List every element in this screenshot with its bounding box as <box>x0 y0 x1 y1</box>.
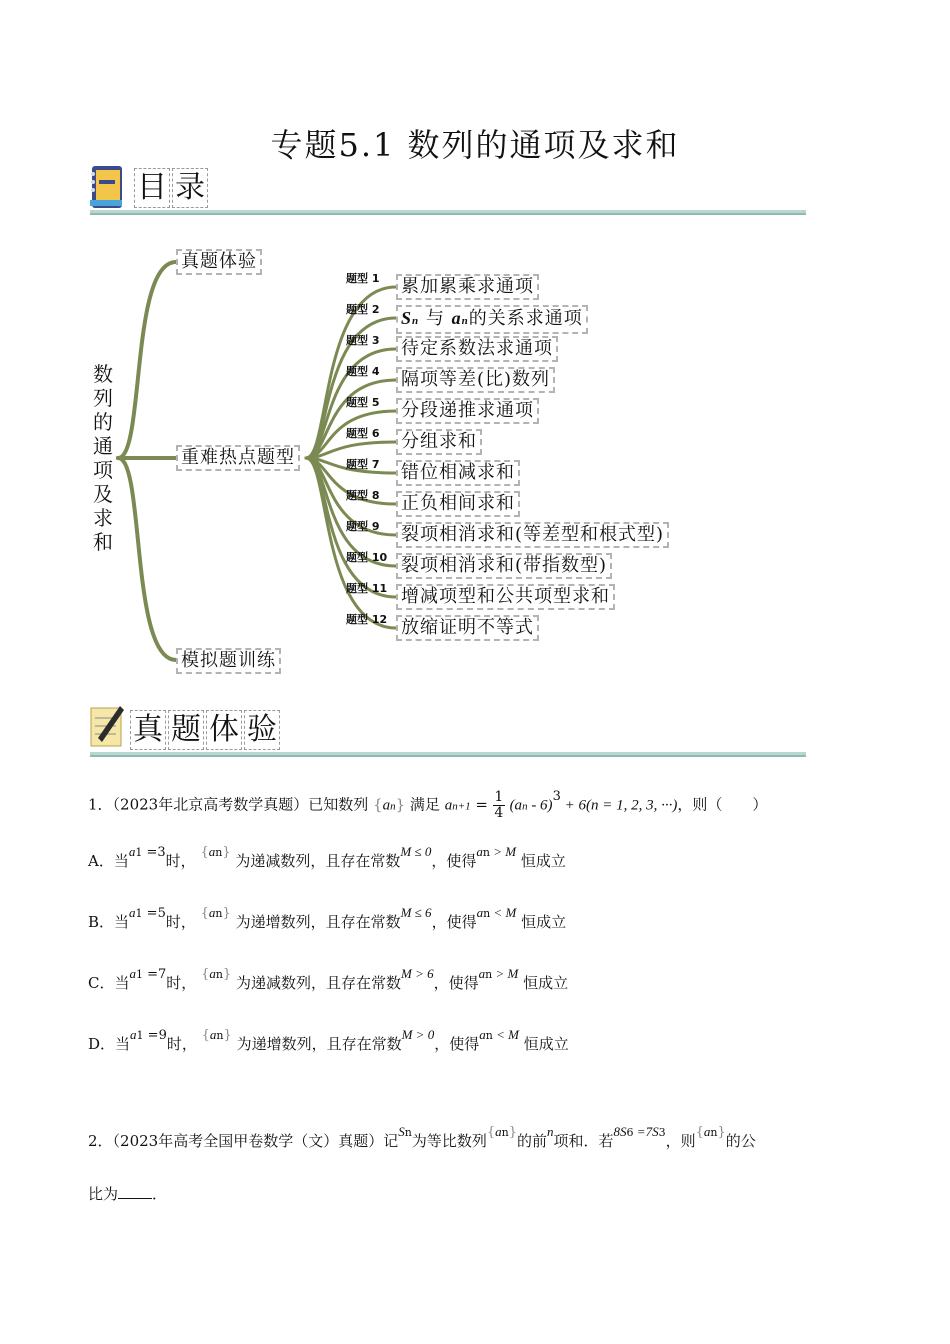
type-tag: 题型 12 <box>346 613 388 626</box>
type-tag: 题型 2 <box>346 303 380 316</box>
branch-mock-training[interactable]: 模拟题训练 <box>176 648 281 674</box>
fraction: $\frac{1}{4}$ <box>494 789 504 821</box>
section-rule <box>90 752 806 757</box>
type-item[interactable]: 裂项相消求和(带指数型) <box>396 553 612 579</box>
type-tag: 题型 8 <box>346 489 380 502</box>
type-tag: 题型 1 <box>346 272 380 285</box>
type-item[interactable]: 放缩证明不等式 <box>396 615 539 641</box>
type-tag: 题型 7 <box>346 458 380 471</box>
branch-real-exam[interactable]: 真题体验 <box>176 249 262 275</box>
type-item[interactable]: 正负相间求和 <box>396 491 520 517</box>
section-heading <box>88 702 126 752</box>
type-tag: 题型 9 <box>346 520 380 533</box>
section-heading-text: 真 题 体 验 <box>130 710 280 750</box>
type-item[interactable]: 累加累乘求通项 <box>396 274 539 300</box>
answer-blank[interactable] <box>118 1198 152 1199</box>
question-2-line2: 比为 ． <box>88 1185 168 1203</box>
type-tag: 题型 10 <box>346 551 388 564</box>
type-item[interactable]: 隔项等差(比)数列 <box>396 367 555 393</box>
type-item[interactable]: 增减项型和公共项型求和 <box>396 584 615 610</box>
type-item[interactable]: 待定系数法求通项 <box>396 336 558 362</box>
toc-heading-text: 目 录 <box>134 168 208 208</box>
option-d[interactable]: D．当a1 =9时， {an} 为递增数列，且存在常数M > 0，使得an < M 恒成立 <box>88 1027 569 1053</box>
mindmap-root: 数 列 的 通 项 及 求 和 <box>93 362 113 554</box>
type-tag: 题型 3 <box>346 334 380 347</box>
type-tag: 题型 4 <box>346 365 380 378</box>
option-a[interactable]: A．当a1 =3时， {an} 为递减数列，且存在常数M ≤ 0，使得an > M 恒成立 <box>88 844 566 870</box>
type-item[interactable]: Sn 与 an的关系求通项 <box>396 305 588 334</box>
type-item[interactable]: 裂项相消求和(等差型和根式型) <box>396 522 669 548</box>
branch-key-types[interactable]: 重难热点题型 <box>176 445 300 471</box>
option-c[interactable]: C．当a1 =7时， {an} 为递减数列，且存在常数M > 6，使得an > M 恒成立 <box>88 966 569 992</box>
type-tag: 题型 11 <box>346 582 388 595</box>
option-b[interactable]: B．当a1 =5时， {an} 为递增数列，且存在常数M ≤ 6，使得an < M 恒成立 <box>88 905 567 931</box>
page-title: 专题5.1 数列的通项及求和 <box>270 126 680 164</box>
type-item[interactable]: 分组求和 <box>396 429 482 455</box>
question-2-stem: 2．（2023年高考全国甲卷数学（文）真题）记Sn为等比数列{an}的前n项和．若8S6 =7S3，则{an}的公 <box>88 1124 756 1150</box>
type-tag: 题型 5 <box>346 396 380 409</box>
pencil-note-icon <box>88 702 126 748</box>
type-tag: 题型 6 <box>346 427 380 440</box>
type-item[interactable]: 分段递推求通项 <box>396 398 539 424</box>
type-item[interactable]: 错位相减求和 <box>396 460 520 486</box>
question-1-stem: 1．（2023年北京高考数学真题）已知数列 {an} 满足 an+1 = $\frac{1}{4}$ (an - 6)3 + 6(n = 1, 2, 3, ···)，则（ ） <box>88 788 768 821</box>
